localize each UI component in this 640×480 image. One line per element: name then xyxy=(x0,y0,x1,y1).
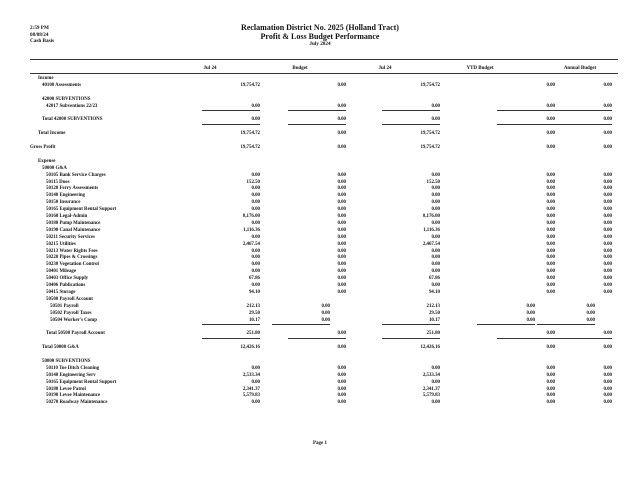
row-value: 10.17 xyxy=(428,317,440,323)
report-row xyxy=(30,186,618,192)
row-value: 0.00 xyxy=(337,289,346,295)
row-value: 19,754.72 xyxy=(420,145,440,150)
row-value: 5,579.83 xyxy=(242,393,260,399)
row-label: 50230 Vegetation Control xyxy=(46,262,99,268)
row-value: 0.00 xyxy=(546,386,555,392)
row-value: 0.00 xyxy=(546,145,555,150)
report-row xyxy=(30,117,618,123)
report-row xyxy=(30,345,618,351)
row-value: 0.00 xyxy=(603,365,612,371)
report-row xyxy=(30,283,618,289)
row-value: 19,754.72 xyxy=(420,82,440,88)
report-row xyxy=(30,393,618,399)
row-label: 50120 Ferry Assessments xyxy=(46,186,99,192)
report-row xyxy=(30,276,618,282)
row-label: Income xyxy=(38,76,54,81)
row-value: 212.13 xyxy=(246,303,260,309)
row-value: 0.00 xyxy=(431,207,440,213)
row-value: 212.13 xyxy=(426,303,440,309)
row-value: 2,533.34 xyxy=(242,372,260,378)
row-value: 0.00 xyxy=(546,345,555,351)
row-value: 0.00 xyxy=(337,393,346,399)
report-row xyxy=(30,76,618,82)
report-row xyxy=(30,131,618,137)
column-header: YTD Budget xyxy=(466,66,494,71)
row-value: 0.00 xyxy=(251,269,260,275)
report-date: 08/08/24 xyxy=(30,31,49,38)
row-value: 0.00 xyxy=(603,117,612,123)
row-value: 0.00 xyxy=(546,172,555,178)
row-value: 0.00 xyxy=(603,220,612,226)
page-number: Page 1 xyxy=(312,441,328,446)
row-label: 40100 Assessments xyxy=(42,82,81,88)
column-header: Annual Budget xyxy=(563,66,597,71)
row-value: 0.00 xyxy=(251,379,260,385)
row-value: 0.00 xyxy=(431,262,440,268)
row-value: 0.00 xyxy=(337,331,346,337)
row-value: 0.00 xyxy=(337,145,346,150)
row-value: 0.00 xyxy=(603,248,612,254)
row-value: 0.00 xyxy=(337,172,346,178)
row-value: 0.00 xyxy=(603,214,612,219)
report-row xyxy=(30,373,618,379)
header-rule xyxy=(30,59,618,60)
row-value: 29.50 xyxy=(248,310,260,316)
report-row xyxy=(30,83,618,89)
row-value: 0.00 xyxy=(431,269,440,275)
row-value: 2,467.54 xyxy=(422,241,440,247)
row-value: 0.00 xyxy=(603,400,612,406)
row-value: 0.00 xyxy=(546,365,555,371)
row-value: 0.00 xyxy=(431,193,440,199)
report-row xyxy=(30,359,618,365)
report-row xyxy=(30,262,618,268)
row-value: 0.00 xyxy=(251,400,260,406)
row-value: 0.00 xyxy=(337,241,346,247)
row-value: 0.00 xyxy=(526,303,535,309)
row-value: 0.00 xyxy=(431,283,440,288)
column-header: Jul 24 xyxy=(378,66,392,71)
report-row xyxy=(30,207,618,213)
row-value: 0.00 xyxy=(337,262,346,268)
row-label: 50401 Mileage xyxy=(46,269,77,275)
row-value: 0.00 xyxy=(546,400,555,406)
row-value: 0.00 xyxy=(603,103,612,109)
row-value: 0.00 xyxy=(251,365,260,371)
row-value: 0.00 xyxy=(337,372,346,378)
row-value: 0.00 xyxy=(546,193,555,199)
report-row xyxy=(30,255,618,261)
row-label: 50504 Worker's Comp xyxy=(50,317,97,323)
row-value: 0.00 xyxy=(251,283,260,288)
row-value: 0.00 xyxy=(546,200,555,206)
report-row xyxy=(30,269,618,275)
row-value: 0.00 xyxy=(603,262,612,268)
row-value: 0.00 xyxy=(321,310,330,316)
row-value: 0.00 xyxy=(603,234,612,240)
report-header xyxy=(180,23,460,48)
row-label: Total 50000 G&A xyxy=(42,345,79,351)
row-value: 0.00 xyxy=(546,241,555,247)
row-value: 0.00 xyxy=(603,227,612,233)
row-value: 0.00 xyxy=(603,131,612,137)
row-value: 0.00 xyxy=(546,82,555,88)
row-value: 0.00 xyxy=(546,289,555,295)
row-value: 29.50 xyxy=(428,310,440,316)
report-time: 2:59 PM xyxy=(30,25,49,31)
row-value: 0.00 xyxy=(321,317,330,323)
row-value: 0.00 xyxy=(546,220,555,226)
row-value: 1,116.36 xyxy=(243,227,260,233)
row-value: 0.00 xyxy=(603,82,612,88)
row-value: 19,754.72 xyxy=(240,145,260,150)
report-row xyxy=(30,104,618,110)
row-value: 0.00 xyxy=(586,310,595,316)
row-value: 0.00 xyxy=(251,186,260,192)
row-value: 0.00 xyxy=(431,379,440,385)
row-value: 0.00 xyxy=(603,289,612,295)
row-value: 0.00 xyxy=(546,372,555,378)
report-row xyxy=(30,290,618,296)
row-value: 0.00 xyxy=(431,255,440,261)
row-value: 0.00 xyxy=(337,214,346,219)
row-label: 50140 Engineering Serv xyxy=(46,372,96,378)
row-value: 0.00 xyxy=(431,186,440,192)
row-value: 0.00 xyxy=(603,393,612,399)
row-value: 19,754.72 xyxy=(240,131,260,137)
row-value: 0.00 xyxy=(546,186,555,192)
spacer-row xyxy=(30,138,618,144)
report-row xyxy=(30,159,618,165)
row-value: 0.00 xyxy=(337,82,346,88)
row-value: 0.00 xyxy=(251,117,260,123)
report-row xyxy=(30,311,618,317)
row-value: 2,341.37 xyxy=(242,386,260,392)
row-value: 8,176.00 xyxy=(242,214,260,219)
report-row xyxy=(30,200,618,206)
row-value: 1,116.36 xyxy=(423,227,440,233)
row-value: 0.00 xyxy=(337,200,346,206)
row-value: 94.10 xyxy=(428,289,440,295)
row-value: 0.00 xyxy=(586,317,595,323)
row-value: 0.00 xyxy=(251,172,260,178)
report-row xyxy=(30,145,618,151)
row-label: 50180 Levee Patrol xyxy=(46,386,86,392)
row-value: 0.00 xyxy=(546,276,555,282)
row-value: 0.00 xyxy=(337,103,346,109)
row-value: 0.00 xyxy=(337,186,346,192)
row-value: 0.00 xyxy=(337,386,346,392)
report-row xyxy=(30,297,618,303)
row-value: 2,341.37 xyxy=(422,386,440,392)
row-value: 67.86 xyxy=(248,276,260,282)
row-value: 0.00 xyxy=(603,331,612,337)
row-value: 0.00 xyxy=(546,131,555,137)
report-row xyxy=(30,180,618,186)
row-value: 0.00 xyxy=(603,276,612,282)
row-value: 0.00 xyxy=(337,193,346,199)
spacer-row xyxy=(30,324,618,330)
row-value: 94.10 xyxy=(248,289,260,295)
row-label: Total 42000 SUBVENTIONS xyxy=(42,117,103,123)
row-label: 50500 Payroll Account xyxy=(46,296,93,302)
row-value: 2,533.34 xyxy=(422,372,440,378)
row-value: 0.00 xyxy=(337,345,346,351)
row-value: 0.00 xyxy=(546,262,555,268)
row-value: 0.00 xyxy=(603,207,612,213)
report-basis: Cash Basis xyxy=(30,38,55,45)
row-value: 0.00 xyxy=(337,400,346,406)
row-value: 0.00 xyxy=(546,283,555,288)
row-value: 0.00 xyxy=(337,269,346,275)
row-value: 0.00 xyxy=(337,220,346,226)
row-label: 50110 Toe Ditch Cleaning xyxy=(46,365,100,371)
row-value: 0.00 xyxy=(603,193,612,199)
row-value: 0.00 xyxy=(337,227,346,233)
row-value: 0.00 xyxy=(603,345,612,351)
row-label: 50403 Office Supply xyxy=(46,276,89,282)
row-label: 50501 Payroll xyxy=(50,303,79,309)
report-row xyxy=(30,366,618,372)
row-value: 0.00 xyxy=(603,269,612,275)
column-header: Budget xyxy=(292,66,308,71)
row-value: 0.00 xyxy=(431,200,440,206)
row-value: 0.00 xyxy=(431,172,440,178)
row-label: 50270 Roadway Maintenance xyxy=(46,400,108,406)
row-value: 0.00 xyxy=(603,241,612,247)
row-value: 0.00 xyxy=(546,234,555,240)
report-row xyxy=(30,173,618,179)
report-row xyxy=(30,380,618,386)
row-value: 0.00 xyxy=(251,200,260,206)
row-value: 0.00 xyxy=(251,207,260,213)
spacer-row xyxy=(30,338,618,344)
report-row xyxy=(30,193,618,199)
row-label: 42017 Subventions 22/23 xyxy=(46,103,98,109)
row-value: 0.00 xyxy=(526,310,535,316)
report-subtitle: Profit & Loss Budget Performance xyxy=(260,32,380,41)
row-value: 0.00 xyxy=(603,172,612,178)
row-label: Expense xyxy=(38,158,56,164)
row-value: 251.80 xyxy=(426,331,440,337)
column-header: Jul 24 xyxy=(203,66,217,71)
report-row xyxy=(30,214,618,220)
row-value: 0.00 xyxy=(337,255,346,261)
row-label: 50165 Equipment Rental Support xyxy=(46,379,117,385)
row-label: 50105 Bank Service Charges xyxy=(46,172,106,178)
row-label: 50215 Utilities xyxy=(46,241,76,247)
row-value: 0.00 xyxy=(431,117,440,123)
row-label: 50220 Pipes & Crossings xyxy=(46,255,98,261)
spacer-row xyxy=(30,124,618,130)
row-value: 0.00 xyxy=(603,372,612,378)
row-value: 0.00 xyxy=(546,207,555,213)
row-label: 50000 G&A xyxy=(42,165,67,171)
row-value: 0.00 xyxy=(546,379,555,385)
report-row xyxy=(30,228,618,234)
row-value: 152.50 xyxy=(246,179,260,185)
row-value: 0.00 xyxy=(251,193,260,199)
report-row xyxy=(30,166,618,172)
row-value: 0.00 xyxy=(586,303,595,309)
report-row xyxy=(30,387,618,393)
report-row xyxy=(30,249,618,255)
row-value: 0.00 xyxy=(337,248,346,254)
row-value: 12,426.16 xyxy=(240,345,260,351)
row-label: Total 50500 Payroll Account xyxy=(46,331,105,337)
row-label: 50180 Pump Maintenance xyxy=(46,220,101,226)
row-value: 0.00 xyxy=(431,234,440,240)
report-row xyxy=(30,318,618,324)
row-value: 0.00 xyxy=(546,179,555,185)
report-row xyxy=(30,304,618,310)
row-value: 0.00 xyxy=(603,145,612,150)
row-value: 0.00 xyxy=(337,234,346,240)
row-label: 50140 Engineering xyxy=(46,193,85,199)
row-label: 50800 SUBVENTIONS xyxy=(42,358,91,364)
row-value: 0.00 xyxy=(546,269,555,275)
row-value: 0.00 xyxy=(546,103,555,109)
row-value: 19,754.72 xyxy=(420,131,440,137)
row-label: 50415 Storage xyxy=(46,289,76,295)
row-label: 50211 Security Services xyxy=(46,234,95,240)
row-value: 0.00 xyxy=(546,214,555,219)
row-value: 0.00 xyxy=(603,186,612,192)
row-value: 152.50 xyxy=(426,179,440,185)
row-label: 50502 Payroll Taxes xyxy=(50,310,92,316)
report-period: July 2024 xyxy=(309,41,331,47)
row-value: 0.00 xyxy=(546,248,555,254)
row-value: 0.00 xyxy=(546,393,555,399)
row-value: 251.80 xyxy=(246,331,260,337)
row-value: 0.00 xyxy=(431,248,440,254)
report-meta xyxy=(30,25,54,45)
row-value: 67.86 xyxy=(428,276,440,282)
row-value: 0.00 xyxy=(321,303,330,309)
spacer-row xyxy=(30,111,618,117)
row-value: 5,579.83 xyxy=(422,393,440,399)
row-value: 0.00 xyxy=(546,255,555,261)
row-value: 0.00 xyxy=(603,386,612,392)
row-label: 50406 Publications xyxy=(46,283,86,288)
row-value: 0.00 xyxy=(603,379,612,385)
row-value: 0.00 xyxy=(337,276,346,282)
spacer-row xyxy=(30,90,618,96)
row-value: 0.00 xyxy=(603,200,612,206)
row-value: 2,467.54 xyxy=(242,241,260,247)
row-label: 50150 Insurance xyxy=(46,200,81,206)
row-value: 0.00 xyxy=(431,400,440,406)
row-value: 0.00 xyxy=(337,379,346,385)
report-title: Reclamation District No. 2025 (Holland Tract) xyxy=(241,23,399,32)
row-value: 0.00 xyxy=(431,103,440,109)
row-value: 0.00 xyxy=(546,117,555,123)
row-value: 0.00 xyxy=(546,331,555,337)
report-row xyxy=(30,235,618,241)
row-value: 0.00 xyxy=(251,248,260,254)
row-label: Gross Profit xyxy=(30,145,56,150)
row-value: 19,754.72 xyxy=(240,82,260,88)
row-value: 0.00 xyxy=(337,365,346,371)
row-value: 0.00 xyxy=(251,255,260,261)
row-value: 0.00 xyxy=(337,117,346,123)
row-value: 0.00 xyxy=(526,317,535,323)
row-value: 0.00 xyxy=(337,283,346,288)
report-row xyxy=(30,331,618,337)
row-value: 0.00 xyxy=(431,365,440,371)
row-value: 0.00 xyxy=(337,179,346,185)
row-value: 0.00 xyxy=(546,227,555,233)
row-label: Total Income xyxy=(38,131,66,137)
row-value: 0.00 xyxy=(251,220,260,226)
row-value: 0.00 xyxy=(337,131,346,137)
row-value: 0.00 xyxy=(251,103,260,109)
row-label: 50190 Canal Maintenance xyxy=(46,227,101,233)
row-value: 10.17 xyxy=(248,317,260,323)
row-label: 50213 Water Rights Fees xyxy=(46,248,98,254)
row-value: 0.00 xyxy=(603,255,612,261)
row-value: 0.00 xyxy=(603,283,612,288)
row-label: 50115 Dues xyxy=(46,179,70,185)
report-row xyxy=(30,242,618,248)
row-value: 0.00 xyxy=(603,179,612,185)
row-value: 12,426.16 xyxy=(420,345,440,351)
row-value: 8,176.00 xyxy=(422,214,440,219)
spacer-row xyxy=(30,152,618,158)
row-value: 0.00 xyxy=(251,262,260,268)
row-label: 50165 Equipment Rental Support xyxy=(46,207,117,213)
row-label: 50160 Legal-Admin xyxy=(46,214,88,219)
row-value: 0.00 xyxy=(251,234,260,240)
spacer-row xyxy=(30,352,618,358)
column-header-rule xyxy=(30,73,618,74)
row-label: 42000 SUBVENTIONS xyxy=(42,96,91,102)
row-value: 0.00 xyxy=(337,207,346,213)
report-row xyxy=(30,221,618,227)
row-label: 50190 Levee Maintenance xyxy=(46,393,101,399)
report-row xyxy=(30,400,618,406)
row-value: 0.00 xyxy=(431,220,440,226)
report-row xyxy=(30,97,618,103)
